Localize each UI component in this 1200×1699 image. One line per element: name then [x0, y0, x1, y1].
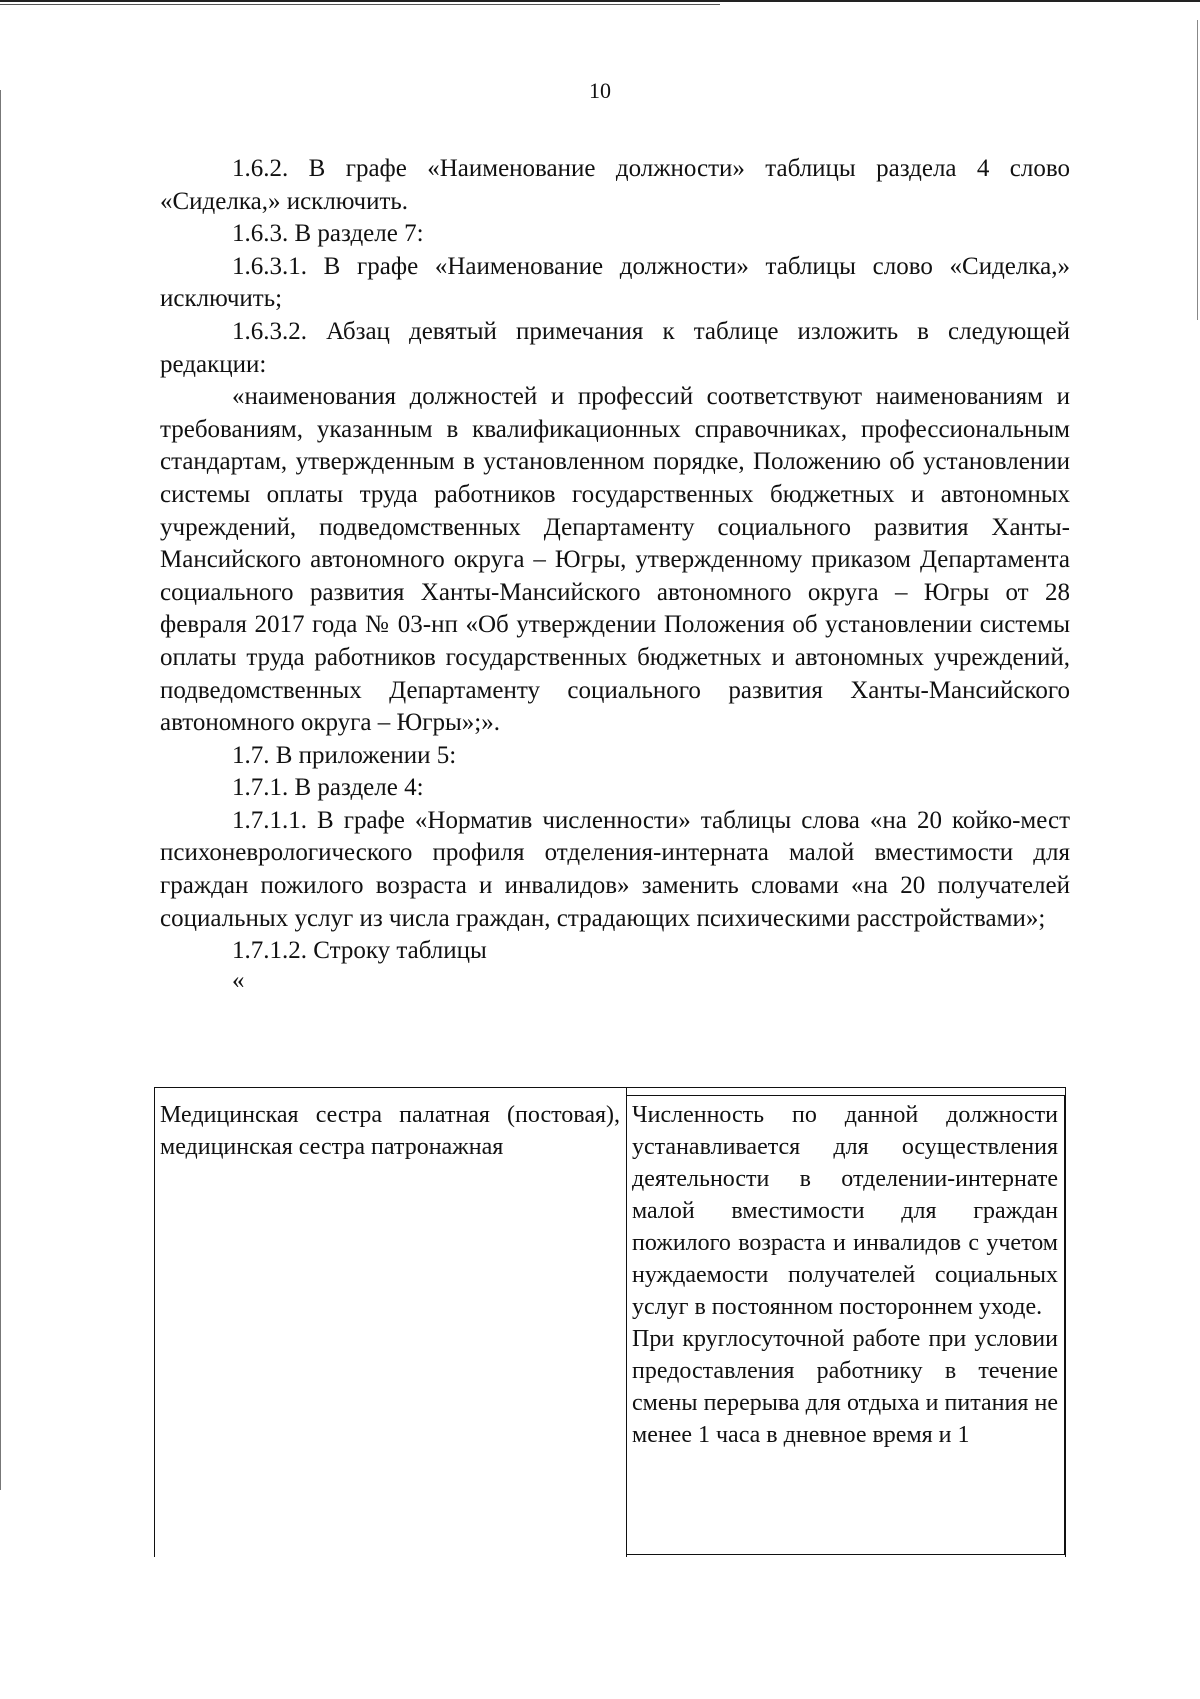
table-cell-position-name: Медицинская сестра палатная (постовая), медицинская сестра патронажная — [160, 1102, 620, 1160]
document-body — [160, 153, 1070, 994]
paragraph-1-6-2: 1.6.2. В графе «Наименование должности» таблицы раздела 4 слово «Сиделка,» исключить. — [160, 155, 1070, 215]
table-right-border — [1065, 1087, 1066, 1557]
paragraph-1-7-1: 1.7.1. В разделе 4: — [232, 774, 424, 802]
scan-edge-right — [1197, 20, 1198, 320]
table-cell-norm-paragraph-2: При круглосуточной работе при условии предоставления работнику в течение смены перерыва для отдыха и питания не менее 1 часа в дневное время и 1 — [632, 1326, 1058, 1448]
page-number: 10 — [589, 78, 611, 103]
table-left-border — [154, 1087, 155, 1557]
scan-edge-top — [0, 0, 1200, 2]
paragraph-1-6-3: 1.6.3. В разделе 7: — [232, 220, 424, 248]
table-top-border — [154, 1087, 1066, 1088]
opening-quote-mark: « — [232, 966, 245, 994]
paragraph-1-6-3-1: 1.6.3.1. В графе «Наименование должности» таблицы слово «Сиделка,» исключить; — [160, 252, 1070, 313]
table-cell-norm — [632, 1099, 1058, 1451]
paragraph-1-6-3-2: 1.6.3.2. Абзац девятый примечания к таблице изложить в следующей редакции: — [160, 317, 1070, 378]
paragraph-1-7-1-1: 1.7.1.1. В графе «Норматив численности» таблицы слова «на 20 койко-мест психоневрологического профиля отделения-интерната малой вместимости для граждан пожилого возраста и инвалидов» заменить словами «на 20 получателей социальных услуг из числа граждан, страдающих психическими расстройствами»; — [160, 806, 1070, 932]
table-cell-norm-paragraph-1: Численность по данной должности устанавливается для осуществления деятельности в отделении-интернате малой вместимости для граждан пожилого возраста и инвалидов с учетом нуждаемости получателей социальных услуг в постоянном постороннем уходе. — [632, 1102, 1058, 1320]
paragraph-quoted-note: «наименования должностей и профессий соответствуют наименованиям и требованиям, указанным в квалификационных справочниках, профессиональным стандартам, утвержденным в установленном порядке, Положению об установлении системы оплаты труда работников государственных бюджетных и автономных учреждений, подведомственных Департаменту социального развития Ханты-Мансийского автономного округа – Югры, утвержденному приказом Департамента социального развития Ханты-Мансийского автономного округа – Югры от 28 февраля 2017 года № 03-нп «Об утверждении Положения об установлении системы оплаты труда работников государственных бюджетных и автономных учреждений, подведомственных Департаменту социального развития Ханты-Мансийского автономного округа – Югры»;». — [160, 383, 1070, 737]
scan-edge-left — [0, 90, 1, 1490]
scan-edge-line — [0, 4, 720, 5]
table-row-replacement — [154, 1087, 1066, 1557]
paragraph-1-7-1-2: 1.7.1.2. Строку таблицы — [232, 937, 487, 965]
paragraph-1-7: 1.7. В приложении 5: — [232, 741, 457, 769]
